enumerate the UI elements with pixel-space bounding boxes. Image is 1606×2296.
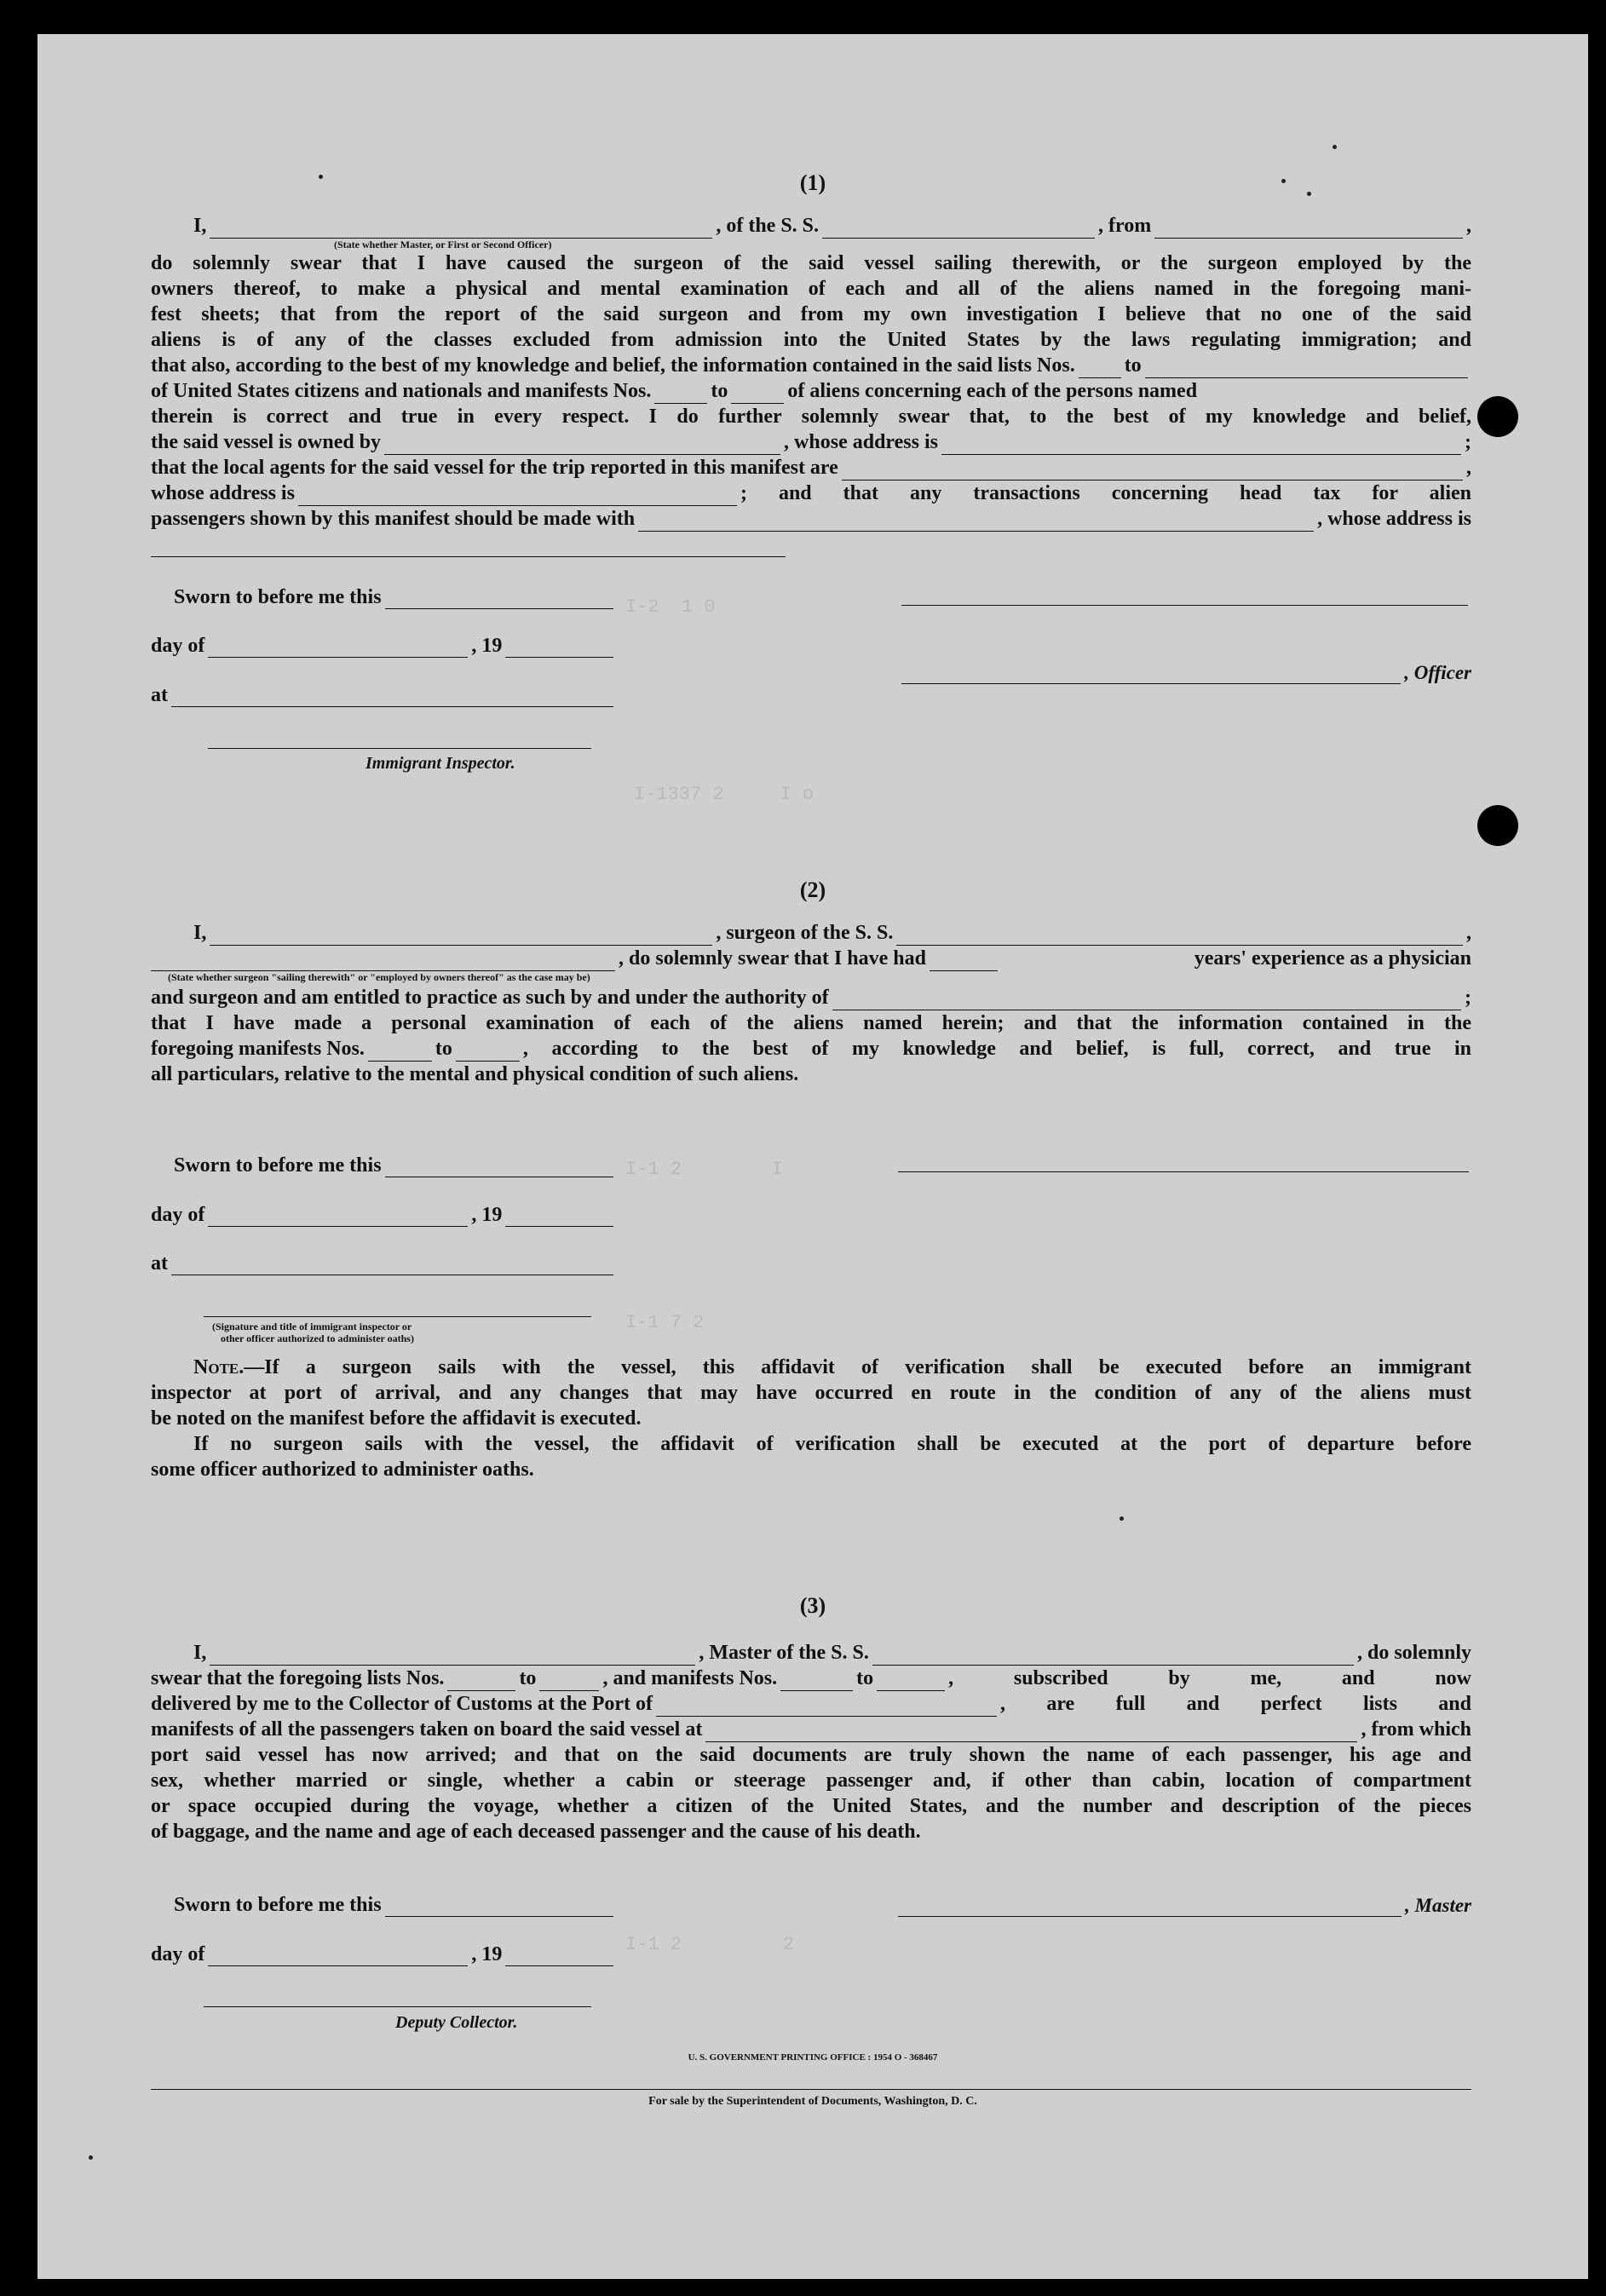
gpo-imprint: U. S. GOVERNMENT PRINTING OFFICE : 1954 O - 368467 [688,2052,938,2063]
s2-line-3 [151,985,1471,1010]
s1-passengers-label: passengers shown by this manifest should be made with [151,508,636,530]
paper-speck [1333,145,1337,149]
s3-list-from-field[interactable] [447,1673,515,1691]
s3-collector-signature-line[interactable] [204,2006,591,2007]
s2-manifests-label: foregoing manifests Nos. [151,1038,365,1060]
s1-semicolon: ; [1465,431,1471,453]
s2-inspector-signature-line[interactable] [204,1316,591,1317]
s1-officer-signature-field[interactable] [901,666,1401,684]
section-2-heading: (2) [799,878,826,902]
footer-rule [151,2089,1471,2090]
s3-day-of-label: day of [151,1943,205,1965]
s3-para-line: of baggage, and the name and age of each deceased passenger and the cause of his death. [151,1821,921,1843]
s2-note-text: —If a surgeon sails with the vessel, this affidavit of verification shall be executed before an immigrant [244,1356,1471,1378]
s2-sworn-label: Sworn to before me this [174,1154,382,1177]
s2-sworn-date-field[interactable] [385,1160,613,1177]
s3-subscribed-label: , subscribed by me, and now [948,1667,1471,1689]
s2-year-label: , 19 [471,1204,503,1226]
s2-comma: , [1466,922,1471,944]
section-1-body [151,213,1471,557]
local-agents-field[interactable] [842,463,1463,480]
s2-day-of-label: day of [151,1204,205,1226]
s3-master-line [898,1891,1471,1917]
s1-para-line: do solemnly swear that I have caused the surgeon of the said vessel sailing therewith, or the surgeon employed by the [151,252,1471,274]
s2-month-field[interactable] [208,1209,468,1227]
surgeon-status-note: (State whether surgeon "sailing therewith" or "employed by owners thereof" as the case may be) [168,971,590,983]
faint-bleedthrough: I-1337 2 I o [634,784,815,805]
s3-year-field[interactable] [505,1948,613,1966]
section-3-heading: (3) [799,1593,826,1618]
s2-manifest-from-field[interactable] [368,1044,432,1062]
surgeon-name-field[interactable] [210,928,712,946]
s1-line-13 [151,532,1471,557]
list-no-from-field[interactable] [1079,360,1121,378]
s1-label-from: , from [1098,215,1152,237]
section-1-heading: (1) [799,170,826,195]
s3-manifest-from-field[interactable] [780,1673,853,1691]
s1-line-7 [151,378,1471,404]
s1-signature-line[interactable] [901,605,1468,606]
head-tax-party-field[interactable] [638,514,1314,532]
s1-at-label: at [151,684,168,706]
s2-year-field[interactable] [505,1209,613,1227]
s1-whose-address-label: , whose address is [1317,508,1471,530]
s3-day-line [151,1941,617,1966]
s1-label-ss: , of the S. S. [716,215,820,237]
s3-perfect-lists-label: , are full and perfect lists and [999,1693,1471,1715]
years-experience-field[interactable] [930,953,998,971]
s1-para-line: that also, according to the best of my knowledge and belief, the information contained in the said lists Nos. [151,354,1075,377]
section-3-body [151,1640,1471,1844]
s1-officer-label: , Officer [1404,662,1471,683]
list-no-to-field[interactable] [1145,360,1468,378]
s1-line-6 [151,353,1471,378]
s2-at-label: at [151,1252,168,1275]
s2-signature-note-1: (Signature and title of immigrant inspector or [212,1321,412,1332]
manifest-no-from-field[interactable] [654,386,707,404]
s1-month-field[interactable] [208,640,468,658]
s2-authority-label: and surgeon and am entitled to practice as such by and under the authority of [151,987,829,1009]
s2-at-line [151,1250,617,1275]
s2-note-label: Note. [193,1356,245,1378]
s1-line-12 [151,506,1471,532]
s1-inspector-signature-line[interactable] [208,748,591,749]
owner-address-field[interactable] [941,437,1461,455]
s1-para-line: aliens is of any of the classes excluded from admission into the United States by the laws regulating immigration; and [151,329,1471,351]
s1-day-of-label: day of [151,635,205,657]
s1-address-label: , whose address is [784,431,938,453]
s2-experience-label: years' experience as a physician [1194,947,1471,970]
s1-sworn-date-field[interactable] [385,591,613,609]
paper-speck [89,2155,93,2160]
s3-month-field[interactable] [208,1948,468,1966]
s3-label-i: I, [193,1642,207,1664]
punch-hole-middle [1477,805,1518,846]
s2-knowledge-label: , according to the best of my knowledge and belief, is full, correct, and true in [522,1038,1471,1060]
sale-imprint: For sale by the Superintendent of Documents, Washington, D. C. [648,2095,977,2108]
paper-speck [1120,1516,1124,1521]
s2-signature-note-2: other officer authorized to administer oaths) [221,1332,414,1344]
s3-taken-on-board-label: manifests of all the passengers taken on board the said vessel at [151,1718,703,1741]
s1-head-tax-label: ; and that any transactions concerning head tax for alien [740,482,1471,504]
officer-name-field[interactable] [210,221,712,239]
s2-semicolon: ; [1465,987,1471,1009]
s2-note-line: If no surgeon sails with the vessel, the affidavit of verification shall be executed at the port of departure before [193,1433,1471,1455]
s2-note-line: be noted on the manifest before the affidavit is executed. [151,1407,642,1430]
s1-line-10 [151,455,1471,480]
s1-place-field[interactable] [171,689,613,707]
s2-line-2 [151,946,1471,971]
s2-line-5 [151,1036,1471,1062]
s3-vessel-name-field[interactable] [872,1648,1354,1666]
s1-officer-line [901,659,1471,684]
s1-line-11 [151,480,1471,506]
s3-para-line: sex, whether married or single, whether a cabin or steerage passenger and, if other than cabin, location of compartment [151,1769,1471,1792]
s1-year-label: , 19 [471,635,503,657]
s3-line-3 [151,1691,1471,1717]
s3-master-label: , Master of the S. S. [699,1642,869,1664]
head-tax-address-field[interactable] [151,539,786,557]
authority-field[interactable] [832,993,1461,1010]
officer-title-note: (State whether Master, or First or Second Officer) [334,239,552,250]
s3-para-line: or space occupied during the voyage, whether a citizen of the United States, and the number and description of the pieces [151,1795,1471,1817]
s3-line-2 [151,1666,1471,1691]
s3-sworn-label: Sworn to before me this [174,1894,382,1916]
s3-line-4 [151,1717,1471,1742]
s2-day-line [151,1201,617,1227]
s2-swear-label: , do solemnly swear that I have had [619,947,926,970]
manifest-no-to-field[interactable] [731,386,784,404]
s1-day-line [151,632,617,658]
s2-vessel-name-field[interactable] [896,928,1463,946]
s1-label-to: to [1124,354,1142,377]
s1-para-line: fest sheets; that from the report of the said surgeon and from my own investigation I believe that no one of the said [151,303,1471,325]
faint-bleedthrough: I-2 1 0 [625,596,716,618]
s1-para-line: owners thereof, to make a physical and mental examination of each and all of the aliens named in the foregoing mani- [151,278,1471,300]
s2-label-i: I, [193,922,207,944]
s1-sworn-label: Sworn to before me this [174,586,382,608]
s2-surgeon-label: , surgeon of the S. S. [716,922,894,944]
s3-manifests-label: , and manifests Nos. [602,1667,778,1689]
s3-sworn-date-field[interactable] [385,1899,613,1917]
s1-manifests-label: of United States citizens and nationals and manifests Nos. [151,380,652,402]
s1-owned-by-label: the said vessel is owned by [151,431,382,453]
s1-year-field[interactable] [505,640,613,658]
port-field[interactable] [656,1699,997,1717]
master-name-field[interactable] [210,1648,695,1666]
s3-collector-label: delivered by me to the Collector of Customs at the Port of [151,1693,653,1715]
s3-list-to-field[interactable] [539,1673,599,1691]
s3-para-line: port said vessel has now arrived; and that on the said documents are truly shown the name of each passenger, his age and [151,1744,1471,1766]
s1-local-agents-label: that the local agents for the said vessel for the trip reported in this manifest are [151,457,838,479]
s2-manifest-to-field[interactable] [456,1044,520,1062]
s1-line-9 [151,429,1471,455]
s2-para-line: all particulars, relative to the mental and physical condition of such aliens. [151,1063,799,1085]
s3-sworn-line [174,1891,617,1917]
s3-lists-label: swear that the foregoing lists Nos. [151,1667,445,1689]
s1-at-line [151,682,617,707]
embarkation-port-field[interactable] [705,1724,1357,1742]
s2-label-to: to [435,1038,452,1060]
faint-bleedthrough: I-1 7 2 [625,1312,705,1333]
s1-label-to: to [711,380,728,402]
s3-collector-label: Deputy Collector. [395,2013,518,2032]
s2-surgeon-signature-line[interactable] [898,1171,1469,1172]
s1-line-1 [151,213,1471,239]
s1-comma: , [1466,215,1471,237]
s3-from-which-label: , from which [1361,1718,1471,1741]
faint-bleedthrough: I-1 2 2 [625,1934,795,1955]
s2-note-line: inspector at port of arrival, and any changes that may have occurred en route in the condition of any of the aliens must [151,1382,1471,1404]
departure-port-field[interactable] [1154,221,1463,239]
surgeon-status-field[interactable] [151,953,615,971]
s1-aliens-label: of aliens concerning each of the persons named [787,380,1198,402]
s3-label-to: to [856,1667,874,1689]
owner-field[interactable] [384,437,780,455]
s2-note-block [151,1355,1471,1482]
s3-label-to: to [519,1667,537,1689]
s1-agent-address-label: whose address is [151,482,295,504]
faint-bleedthrough: I-1 2 I [625,1159,783,1180]
section-2-body [151,920,1471,1087]
s1-inspector-label: Immigrant Inspector. [366,754,515,773]
s3-master-signature-field[interactable] [898,1899,1402,1917]
vessel-name-field[interactable] [822,221,1095,239]
s3-manifest-to-field[interactable] [877,1673,945,1691]
form-page [37,34,1588,2279]
s2-note-line [151,1355,1471,1380]
s3-solemnly-label: , do solemnly [1356,1642,1471,1664]
s3-line-1 [151,1640,1471,1666]
s2-place-field[interactable] [171,1257,613,1275]
s3-year-label: , 19 [471,1943,503,1965]
s2-para-line: that I have made a personal examination of each of the aliens named herein; and that the information contained in the [151,1012,1471,1034]
s2-line-1 [151,920,1471,946]
agent-address-field[interactable] [298,488,737,506]
s2-note-line: some officer authorized to administer oaths. [151,1459,534,1481]
punch-hole-top [1477,396,1518,437]
s1-para-line: therein is correct and true in every respect. I do further solemnly swear that, to the best of my knowledge and belief, [151,406,1471,428]
s1-comma: , [1466,457,1471,479]
s2-sworn-line [174,1152,617,1177]
s1-label-i: I, [193,215,207,237]
s3-master-label: , Master [1405,1895,1471,1916]
s1-sworn-line [174,584,617,609]
